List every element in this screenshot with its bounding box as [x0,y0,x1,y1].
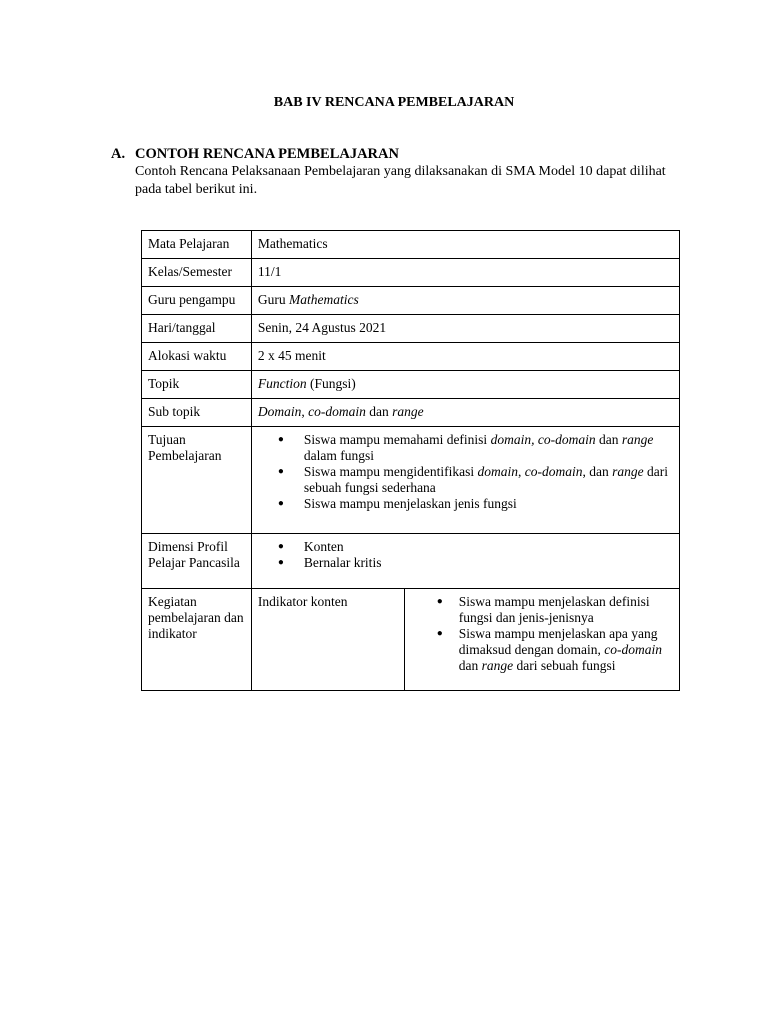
tujuan-bullet [258,432,673,464]
text-segment: , dan [582,464,613,479]
text-segment: (Fungsi) [306,376,356,391]
row-label: Mata Pelajaran [142,231,252,259]
tujuan-value [251,427,679,534]
table-row-kegiatan [142,589,680,691]
dimensi-bullet [258,555,673,571]
section-heading-text: CONTOH RENCANA PEMBELAJARAN [135,146,399,162]
section-number: A. [111,146,126,162]
italic-term: range [612,464,644,479]
text-segment: Siswa mampu menjelaskan apa yang dimaksud dengan domain, [458,626,658,657]
kegiatan-label: Kegiatan pembelajaran dan indikator [142,589,252,691]
text-segment: Konten [303,539,344,554]
text-segment: dan [365,404,393,419]
row-value [251,399,679,427]
table-row [142,287,680,315]
text-segment: dan [458,658,482,673]
lesson-plan-table-body [142,231,680,691]
intro-paragraph: Contoh Rencana Pelaksanaan Pembelajaran yang dilaksanakan di SMA Model 10 dapat dilihat pada tabel berikut ini. [135,164,666,197]
text-segment: , [301,404,309,419]
lesson-plan-table [141,230,680,691]
italic-term: co-domain [604,642,662,657]
text-segment: Siswa mampu menjelaskan jenis fungsi [303,496,517,511]
italic-term: Function [257,376,307,391]
row-label: Sub topik [142,399,252,427]
text-segment: dan [595,432,622,447]
table-row [142,399,680,427]
dimensi-value [251,534,679,589]
row-value [251,343,679,371]
indikator-konten-cell: Indikator konten [251,589,404,691]
text-segment: Mathematics [257,236,328,251]
tujuan-bullet [258,464,673,496]
table-row-tujuan [142,427,680,534]
row-value [251,315,679,343]
text-segment: dalam fungsi [303,448,374,463]
row-value [251,231,679,259]
italic-term: Domain [257,404,302,419]
text-segment: , [517,464,525,479]
row-value [251,287,679,315]
text-segment: Senin, 24 Agustus 2021 [257,320,387,335]
italic-term: range [621,432,654,447]
table-row [142,315,680,343]
text-segment: Guru [257,292,289,307]
kegiatan-bullet [411,626,673,674]
table-row [142,231,680,259]
italic-term: domain, co-domain [490,432,596,447]
italic-term: co-domain [308,404,366,419]
row-value [251,371,679,399]
text-segment: Siswa mampu mengidentifikasi [303,464,478,479]
italic-term: co-domain [524,464,583,479]
row-label: Hari/tanggal [142,315,252,343]
text-segment: Siswa mampu menjelaskan definisi fungsi dan jenis-jenisnya [458,594,650,625]
text-segment: 2 x 45 menit [257,348,326,363]
row-label: Kelas/Semester [142,259,252,287]
row-label: Topik [142,371,252,399]
table-row [142,259,680,287]
kegiatan-bullet-list [411,594,673,674]
kegiatan-bullet [411,594,673,626]
italic-term: domain [477,464,518,479]
italic-term: range [392,404,424,419]
text-segment: dari sebuah fungsi [513,658,616,673]
row-label: Guru pengampu [142,287,252,315]
table-row [142,371,680,399]
text-segment: Bernalar kritis [303,555,382,570]
italic-term: Mathematics [288,292,359,307]
table-row [142,343,680,371]
section-heading [111,146,399,163]
kegiatan-indicators-cell [404,589,679,691]
tujuan-bullet-list [258,432,673,512]
page-title: BAB IV RENCANA PEMBELAJARAN [273,95,515,110]
row-label: Alokasi waktu [142,343,252,371]
table-row-dimensi [142,534,680,589]
dimensi-bullet-list [258,539,673,571]
italic-term: range [481,658,514,673]
text-segment: dari sebuah fungsi sederhana [303,464,668,495]
tujuan-bullet [258,496,673,512]
tujuan-label: Tujuan Pembelajaran [142,427,252,534]
text-segment: 11/1 [257,264,282,279]
text-segment: Siswa mampu memahami definisi [303,432,491,447]
dimensi-bullet [258,539,673,555]
dimensi-label: Dimensi Profil Pelajar Pancasila [142,534,252,589]
row-value [251,259,679,287]
